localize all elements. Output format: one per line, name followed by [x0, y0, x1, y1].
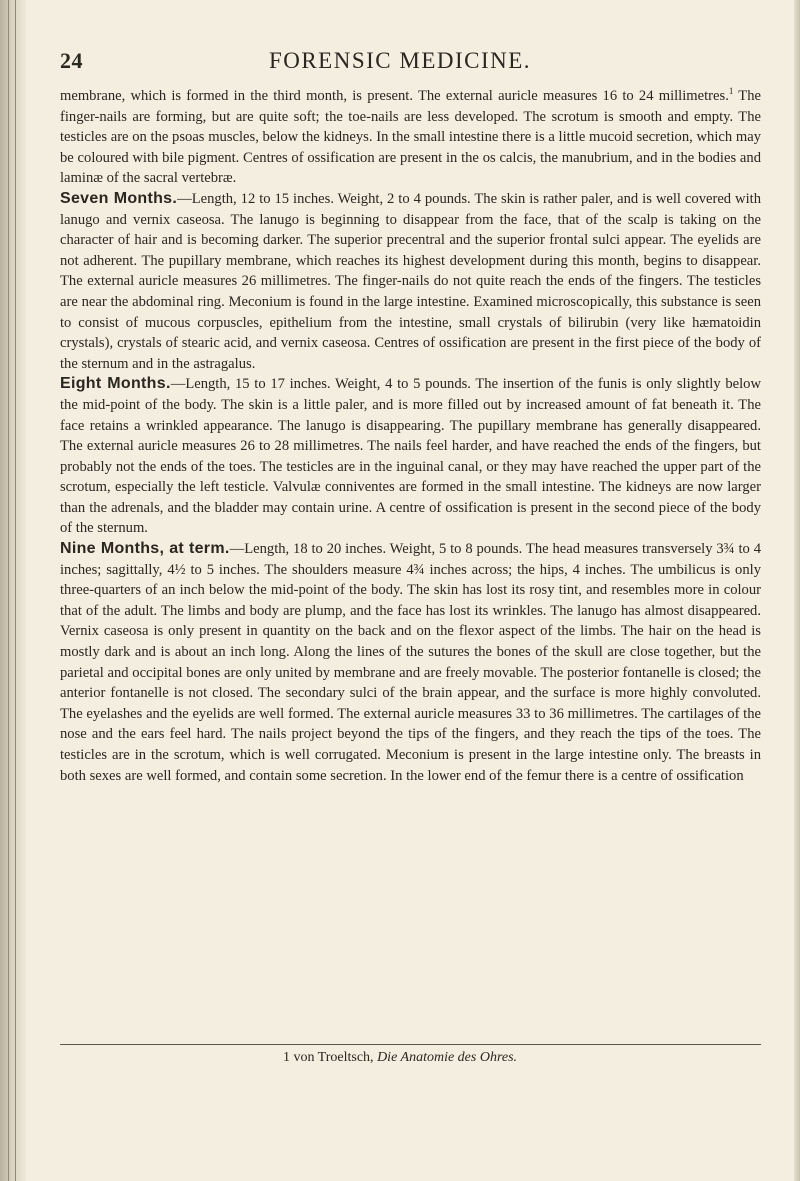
paragraph-six-months-continued — [60, 86, 761, 189]
page-right-edge — [794, 0, 800, 1181]
paragraph-nine-months — [60, 539, 761, 786]
footnote-reference: 1 — [728, 86, 734, 97]
footnote-marker: 1 — [282, 1050, 290, 1065]
running-title: FORENSIC MEDICINE. — [268, 48, 532, 73]
paragraph-text: —Length, 12 to 15 inches. Weight, 2 to 4 pounds. The skin is rather paler, and is well covered with lanugo and vernix caseosa. The lanugo is beginning to disappear from the face, that of the scalp is taking on the character of hair and is becoming darker. The superior precentral and the superior frontal sulci appear. The eyelids are not adherent. The pupillary membrane, which reaches its highest development during this month, begins to disappear. The external auricle measures 26 millimetres. The finger-nails do not quite reach the ends of the fingers. The testicles are near the abdominal ring. Meconium is found in the large intestine. Examined microscopically, this substance is seen to consist of mucous corpuscles, epithelium from the intestine, small crystals of bilirubin (very like hæmatoidin crystals), crystals of stearic acid, and vernix caseosa. Centres of ossification are present in the first piece of the body of the sternum and in the astragalus. — [60, 190, 761, 372]
section-heading-eight-months: Eight Months. — [60, 375, 171, 393]
page-body — [60, 86, 761, 786]
footnote-title: Die Anatomie des Ohres. — [377, 1050, 518, 1065]
footnote — [0, 1050, 800, 1066]
paragraph-text: —Length, 18 to 20 inches. Weight, 5 to 8 pounds. The head measures transversely 3¾ to 4 inches; sagittally, 4½ to 5 inches. The shoulders measure 4¾ inches across; the hips, 4 inches. The umbilicus is only three-quarters of an inch below the mid-point of the body. The skin has lost its rosy tint, and resembles more in colour that of the adult. The limbs and body are plump, and the face has lost its wrinkles. The lanugo has almost disappeared. Vernix caseosa is only present in quantity on the back and on the flexor aspect of the limbs. The hair on the head is mostly dark and is about an inch long. Along the lines of the sutures the bones of the skull are close together, but the parietal and occipital bones are only united by membrane and are freely movable. The posterior fontanelle is closed; the anterior fontanelle is not closed. The secondary sulci of the brain appear, and the surface is more highly convoluted. The eyelashes and the eyelids are well formed. The external auricle measures 33 to 36 millimetres. The cartilages of the nose and the ears feel hard. The nails project beyond the tips of the fingers, and they reach the tips of the toes. The testicles are in the scrotum, which is well corrugated. Meconium is present in the large intestine only. The breasts in both sexes are well formed, and contain some secretion. In the lower end of the femur there is a centre of ossification — [60, 541, 761, 784]
paragraph-text: The finger-nails are forming, but are quite soft; the toe-nails are less developed. The scrotum is smooth and empty. The testicles are on the psoas muscles, below the kidneys. In the small intestine there is a little mucoid secretion, which may be coloured with bile pigment. Centres of ossification are present in the os calcis, the manubrium, and in the bodies and laminæ of the sacral vertebræ. — [60, 88, 761, 187]
footnote-author: von Troeltsch, — [293, 1050, 374, 1065]
section-heading-seven-months: Seven Months. — [60, 189, 178, 207]
binding-edge-line — [15, 0, 16, 1181]
paragraph-text: membrane, which is formed in the third month, is present. The external auricle measures 16 to 24 millimetres. — [60, 88, 729, 104]
binding-edge-line — [8, 0, 9, 1181]
page-number: 24 — [60, 48, 83, 73]
footnote-divider — [60, 1044, 761, 1045]
section-heading-nine-months: Nine Months, at term. — [60, 540, 230, 558]
paragraph-text: —Length, 15 to 17 inches. Weight, 4 to 5 pounds. The insertion of the funis is only slightly below the mid-point of the body. The skin is a little paler, and is more filled out by increased amount of fat beneath it. The face retains a wrinkled appearance. The lanugo is disappearing. The pupillary membrane has generally disappeared. The external auricle measures 26 to 28 millimetres. The nails feel harder, and have reached the ends of the fingers, but probably not the ends of the toes. The testicles are in the inguinal canal, or they may have reached the upper part of the scrotum, especially the left testicle. Valvulæ conniventes are formed in the small intestine. The kidneys are now larger than the adrenals, and the bladder may contain urine. A centre of ossification is present in the second piece of the body of the sternum. — [60, 376, 761, 537]
page-header — [0, 48, 800, 78]
page-binding-shadow — [0, 0, 26, 1181]
paragraph-eight-months — [60, 374, 761, 539]
paragraph-seven-months — [60, 189, 761, 374]
